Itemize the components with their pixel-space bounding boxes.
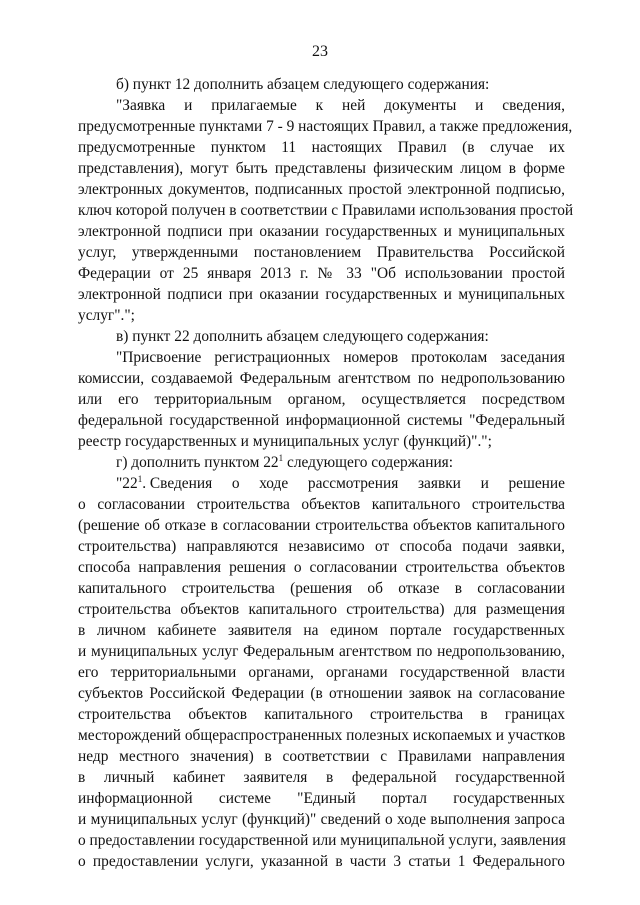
text-line: в) пункт 22 дополнить абзацем следующего содержания: (116, 328, 489, 345)
text-line (116, 474, 565, 494)
text-fragment (116, 474, 150, 494)
text-line: информационной системе "Единый портал государственных (78, 790, 565, 807)
text-fragment: г) дополнить пунктом 22 (116, 454, 279, 471)
text-line: услуг, утвержденными постановлением Правительства Российской (78, 244, 565, 261)
text-line: строительства) направляются независимо от способа подачи заявки, (78, 538, 565, 555)
text-fragment: "22 (116, 475, 138, 492)
text-line: способа направления решения о согласовании строительства объектов (78, 559, 565, 576)
text-line: Федерации от 25 января 2013 г. № 33 "Об использовании простой (78, 265, 565, 282)
text-line: электронной подписи при оказании государственных и муниципальных (78, 286, 565, 303)
text-line: или его территориальным органом, осуществляется посредством (78, 391, 565, 408)
text-line: предусмотренные пунктами 7 - 9 настоящих Правил, а также предложения, (78, 118, 573, 135)
text-line: предусмотренные пунктом 11 настоящих Правил (в случае их (78, 139, 565, 156)
text-line: о предоставлении государственной или муниципальной услуги, заявления (78, 832, 566, 849)
text-line: федеральной государственной информационной системы "Федеральный (78, 412, 565, 429)
text-line: и муниципальных услуг Федеральным агентством по недропользованию, (78, 643, 565, 660)
text-line: представления), могут быть представлены физическим лицом в форме (78, 160, 565, 177)
text-line: (решение об отказе в согласовании строительства объектов капитального (78, 517, 565, 534)
text-line: в личном кабинете заявителя на едином портале государственных (78, 622, 565, 639)
text-line: строительства объектов капитального строительства) для размещения (78, 601, 565, 618)
text-fragment: . (142, 475, 147, 492)
text-line: и муниципальных услуг (функций)" сведений о ходе выполнения запроса (78, 811, 565, 828)
text-line: ключ которой получен в соответствии с Правилами использования простой (78, 202, 574, 219)
text-line: о предоставлении услуги, указанной в части 3 статьи 1 Федерального (78, 853, 565, 870)
text-line: "Присвоение регистрационных номеров протоколам заседания (116, 349, 565, 366)
text-line: его территориальными органами, органами государственной власти (78, 664, 565, 681)
text-line: б) пункт 12 дополнить абзацем следующего содержания: (116, 76, 490, 93)
text-line: капитального строительства (решения об отказе в согласовании (78, 580, 565, 597)
text-line: субъектов Российской Федерации (в отношении заявок на согласование (78, 685, 565, 702)
text-line: электронных документов, подписанных простой электронной подписью, (78, 181, 565, 198)
text-line: реестр государственных и муниципальных услуг (функций)"."; (78, 433, 492, 450)
text-line: "Заявка и прилагаемые к ней документы и сведения, (116, 97, 565, 114)
text-line: услуг"."; (78, 307, 135, 324)
text-fragment: Сведения о ходе рассмотрения заявки и решение (149, 475, 565, 492)
text-line (116, 453, 565, 473)
text-line: в личный кабинет заявителя в федеральной государственной (78, 769, 565, 786)
text-line: о согласовании строительства объектов капитального строительства (78, 496, 565, 513)
text-line: месторождений общераспространенных полезных ископаемых и участков (78, 727, 566, 744)
text-line: недр местного значения) в соответствии с Правилами направления (78, 748, 565, 765)
superscript: 1 (137, 474, 143, 484)
text-line: электронной подписи при оказании государственных и муниципальных (78, 223, 565, 240)
superscript: 1 (278, 453, 284, 463)
text-fragment: следующего содержания: (283, 454, 454, 471)
text-line: комиссии, создаваемой Федеральным агентством по недропользованию (78, 370, 565, 387)
text-line: строительства объектов капитального строительства в границах (78, 706, 565, 723)
page-number: 23 (312, 43, 328, 60)
